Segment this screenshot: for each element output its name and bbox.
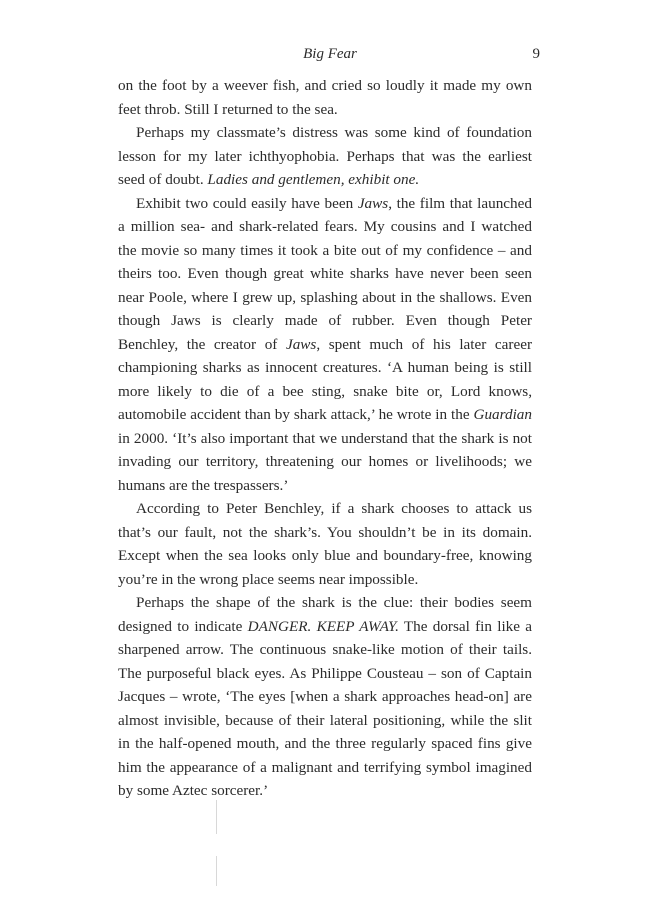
italic-text: DANGER. KEEP AWAY. xyxy=(247,617,399,635)
text-run: in 2000. ‘It’s also important that we understand that the shark is not invading our territory, threatening our homes or livelihoods; we humans are the trespassers.’ xyxy=(118,429,532,494)
paragraph xyxy=(118,591,532,803)
paragraph xyxy=(118,74,532,121)
text-run: , the film that launched a million sea- and shark-related fears. My cousins and I watched the movie so many times it took a bite out of my confidence – and theirs too. Even though great white sharks have never been seen near Poole, where I grew up, splashing about in the shallows. Even though Jaws is clearly made of rubber. Even though Peter Benchley, the creator of xyxy=(118,194,532,353)
page-fold-mark xyxy=(216,800,217,834)
italic-text: Ladies and gentlemen, exhibit one. xyxy=(207,171,420,188)
italic-text: Jaws xyxy=(285,335,317,353)
running-title: Big Fear xyxy=(303,46,357,62)
page-fold-mark xyxy=(216,856,217,886)
paragraph xyxy=(118,192,532,498)
text-run: on the foot by a weever fish, and cried so loudly it made my own feet throb. Still I returned to the sea. xyxy=(118,77,532,118)
body-text xyxy=(118,74,532,803)
text-run: Perhaps the shape of the shark is the clue: their bodies seem designed to indicate xyxy=(118,594,532,635)
text-run: The dorsal fin like a sharpened arrow. The continuous snake-like motion of their tails. The purposeful black eyes. As Philippe Cousteau – son of Captain Jacques – wrote, ‘The eyes [when a shark approaches head-on] are almost invisible, because of their lateral positioning, while the slit in the half-opened mouth, and the three regularly spaced fins give him the appearance of a malignant and terrifying symbol imagined by some Aztec sorcerer.’ xyxy=(118,617,533,799)
italic-text: Jaws xyxy=(357,194,389,212)
text-run: Perhaps my classmate’s distress was some kind of foundation lesson for my later ichthyophobia. Perhaps that was the earliest seed of doubt. xyxy=(118,124,532,188)
text-run: Exhibit two could easily have been xyxy=(136,194,358,212)
text-run: , spent much of his later career championing sharks as innocent creatures. ‘A human being is still more likely to die of a bee sting, snake bite or, Lord knows, automobile accident than by shark attack,’ he wrote in the xyxy=(118,335,532,423)
running-head xyxy=(0,46,660,68)
text-run: According to Peter Benchley, if a shark chooses to attack us that’s our fault, not the shark’s. You shouldn’t be in its domain. Except when the sea looks only blue and boundary-free, knowing you’re in the wrong place seems near impossible. xyxy=(118,500,532,588)
paragraph xyxy=(118,121,532,192)
page-number: 9 xyxy=(532,46,540,62)
italic-text: Guardian xyxy=(473,406,532,423)
paragraph xyxy=(118,497,532,591)
